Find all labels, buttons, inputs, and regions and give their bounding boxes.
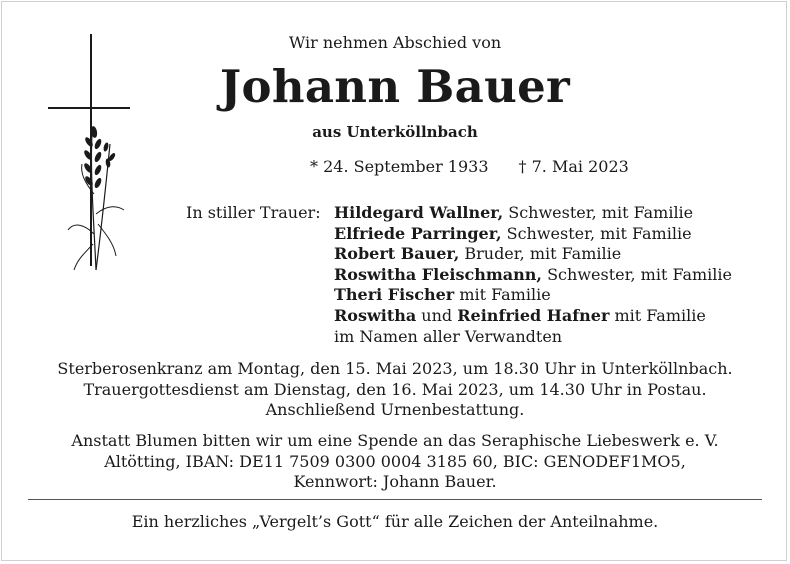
mourner-relation: Bruder, mit Familie xyxy=(459,244,622,264)
divider xyxy=(28,499,762,500)
origin-place: aus Unterköllnbach xyxy=(312,123,478,141)
mourner-relation: mit Familie xyxy=(609,305,706,325)
funeral-mass-line: Trauergottesdienst am Dienstag, den 16. Mai 2023, um 14.30 Uhr in Postau. xyxy=(83,379,707,399)
mourner-name: Roswitha xyxy=(334,305,417,325)
mourner-line xyxy=(334,203,732,224)
service-info xyxy=(0,359,790,421)
bank-details-line: Altötting, IBAN: DE11 7509 0300 0004 3185 60, BIC: GENODEF1MO5, xyxy=(104,451,686,471)
mourner-line xyxy=(334,327,732,348)
intro-text: Wir nehmen Abschied von xyxy=(288,33,502,52)
donation-line: Anstatt Blumen bitten wir um eine Spende an das Seraphische Liebeswerk e. V. xyxy=(71,431,719,450)
mourner-name: Elfriede Parringer, xyxy=(334,223,502,243)
mourner-line xyxy=(334,285,732,306)
mourner-line xyxy=(334,306,732,327)
mourner-relation: Schwester, mit Familie xyxy=(503,203,694,222)
mourner-name: Hildegard Wallner, xyxy=(334,203,504,222)
keyword-line: Kennwort: Johann Bauer. xyxy=(293,472,497,492)
mourner-name: Robert Bauer, xyxy=(334,244,460,264)
mourner-relation: Schwester, mit Familie xyxy=(542,264,732,284)
mourner-name: Roswitha Fleischmann, xyxy=(334,264,542,284)
rosary-line: Sterberosenkranz am Montag, den 15. Mai 2023, um 18.30 Uhr in Unterköllnbach. xyxy=(57,359,733,378)
mourner-line xyxy=(334,265,732,286)
mourner-relation: im Namen aller Verwandten xyxy=(334,326,563,346)
mourner-line xyxy=(334,244,732,265)
mourner-name: Reinfried Hafner xyxy=(457,305,610,325)
deceased-name: Johann Bauer xyxy=(219,60,571,113)
mourner-relation: mit Familie xyxy=(454,285,551,305)
mourner-name: Theri Fischer xyxy=(334,285,455,305)
life-dates xyxy=(310,157,629,176)
death-date: † 7. Mai 2023 xyxy=(518,157,629,176)
urn-burial-line: Anschließend Urnenbestattung. xyxy=(265,400,525,420)
thanks-text: Ein herzliches „Vergelt’s Gott“ für alle Zeichen der Anteilnahme. xyxy=(131,512,659,531)
mourner-relation: und xyxy=(416,305,458,325)
birth-date: * 24. September 1933 xyxy=(310,157,489,176)
mourners-list xyxy=(334,203,732,347)
mourner-relation: Schwester, mit Familie xyxy=(501,223,692,243)
mourner-line xyxy=(334,224,732,245)
mourners-label: In stiller Trauer: xyxy=(186,203,321,222)
donation-info xyxy=(0,431,790,493)
